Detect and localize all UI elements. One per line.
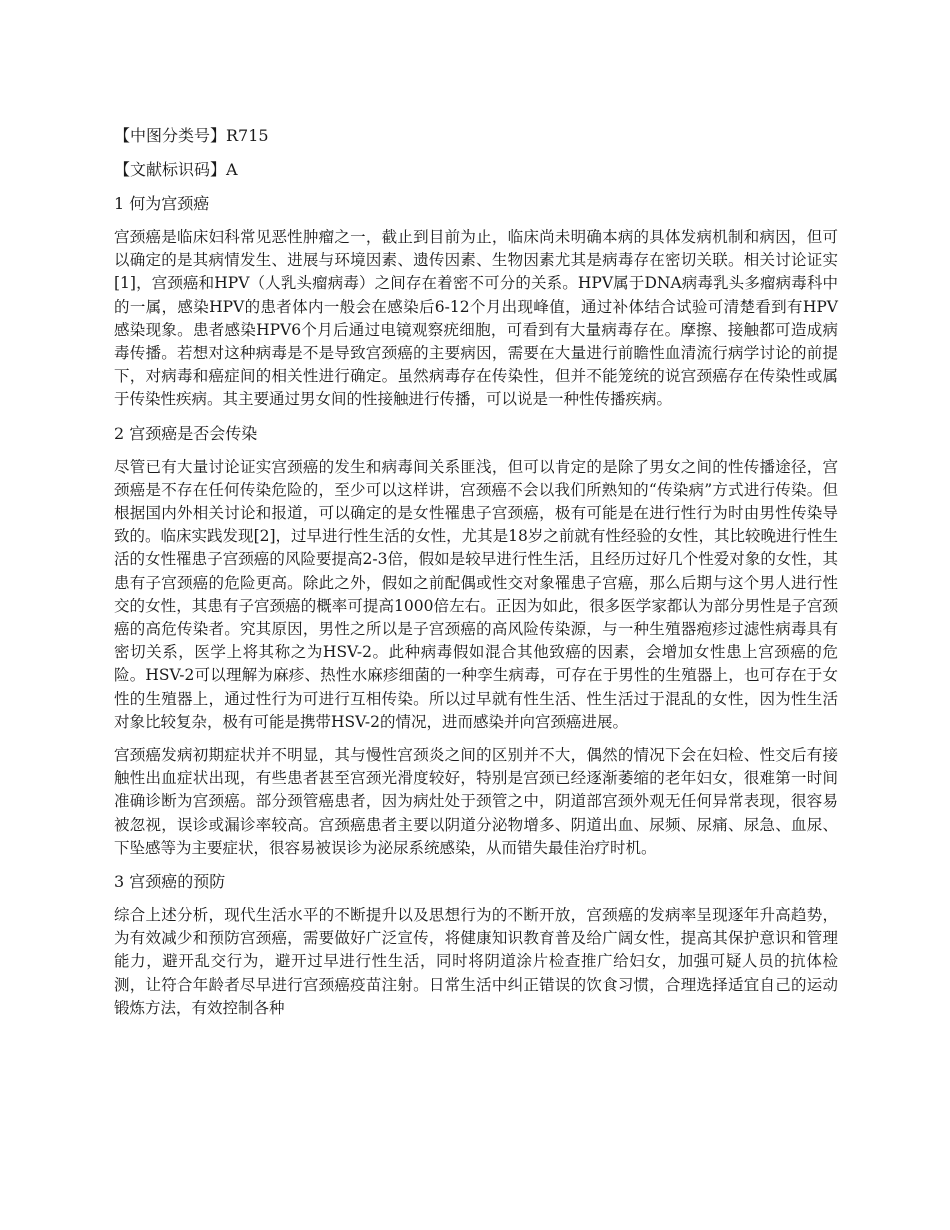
document-page xyxy=(114,124,838,1030)
paragraph: 尽管已有大量讨论证实宫颈癌的发生和病毒间关系匪浅，但可以肯定的是除了男女之间的性传播途径，宫颈癌是不存在任何传染危险的，至少可以这样讲，宫颈癌不会以我们所熟知的“传染病”方式进行传染。但根据国内外相关讨论和报道，可以确定的是女性罹患子宫颈癌，极有可能是在进行性行为时由男性传染导致的。临床实践发现[2]，过早进行性生活的女性，尤其是18岁之前就有性经验的女性，其比较晚进行性生活的女性罹患子宫颈癌的风险要提高2-3倍，假如是较早进行性生活，且经历过好几个性爱对象的女性，其患有子宫颈癌的危险更高。除此之外，假如之前配偶或性交对象罹患子宫癌，那么后期与这个男人进行性交的女性，其患有子宫颈癌的概率可提高1000倍左右。正因为如此，很多医学家都认为部分男性是子宫颈癌的高危传染者。究其原因，男性之所以是子宫颈癌的高风险传染源，与一种生殖器疱疹过滤性病毒具有密切关系，医学上将其称之为HSV-2。此种病毒假如混合其他致癌的因素，会增加女性患上宫颈癌的危险。HSV-2可以理解为麻疹、热性水麻疹细菌的一种孪生病毒，可存在于男性的生殖器上，也可存在于女性的生殖器上，通过性行为可进行互相传染。所以过早就有性生活、性生活过于混乱的女性，因为性生活对象比较复杂，极有可能是携带HSV-2的情况，进而感染并向宫颈癌进展。 xyxy=(114,457,838,731)
paragraph: 综合上述分析，现代生活水平的不断提升以及思想行为的不断开放，宫颈癌的发病率呈现逐年升高趋势，为有效减少和预防宫颈癌，需要做好广泛宣传，将健康知识教育普及给广阔女性，提高其保护意识和管理能力，避开乱交行为，避开过早进行性生活，同时将阴道涂片检查推广给妇女，加强可疑人员的抗体检测，让符合年龄者尽早进行宫颈癌疫苗注射。日常生活中纠正错误的饮食习惯，合理选择适宜自己的运动锻炼方法，有效控制各种 xyxy=(114,906,838,1017)
section-heading: 2 宫颈癌是否会传染 xyxy=(114,423,258,443)
section-heading: 1 何为宫颈癌 xyxy=(114,194,210,213)
section-heading: 3 宫颈癌的预防 xyxy=(114,872,226,892)
paragraph: 宫颈癌是临床妇科常见恶性肿瘤之一，截止到目前为止，临床尚未明确本病的具体发病机制和病因，但可以确定的是其病情发生、进展与环境因素、遗传因素、生物因素尤其是病毒存在密切关联。相关讨论证实[1]，宫颈癌和HPV（人乳头瘤病毒）之间存在着密不可分的关系。HPV属于DNA病毒乳头多瘤病毒科中的一属，感染HPV的患者体内一般会在感染后6-12个月出现峰值，通过补体结合试验可清楚看到有HPV感染现象。患者感染HPV6个月后通过电镜观察疣细胞，可看到有大量病毒存在。摩擦、接触都可造成病毒传播。若想对这种病毒是不是导致宫颈癌的主要病因，需要在大量进行前瞻性血清流行病学讨论的前提下，对病毒和癌症间的相关性进行确定。虽然病毒存在传染性，但并不能笼统的说宫颈癌存在传染性或属于传染性疾病。其主要通过男女间的性接触进行传播，可以说是一种性传播疾病。 xyxy=(114,228,838,409)
paragraph: 宫颈癌发病初期症状并不明显，其与慢性宫颈炎之间的区别并不大，偶然的情况下会在妇检、性交后有接触性出血症状出现，有些患者甚至宫颈光滑度较好，特别是宫颈已经逐渐萎缩的老年妇女，很难第一时间准确诊断为宫颈癌。部分颈管癌患者，因为病灶处于颈管之中，阴道部宫颈外观无任何异常表现，很容易被忽视，误诊或漏诊率较高。宫颈癌患者主要以阴道分泌物增多、阴道出血、尿频、尿痛、尿急、血尿、下坠感等为主要症状，很容易被误诊为泌尿系统感染，从而错失最佳治疗时机。 xyxy=(114,746,838,857)
document-code: 【文献标识码】A xyxy=(114,160,238,179)
clc-number: 【中图分类号】R715 xyxy=(114,126,269,145)
